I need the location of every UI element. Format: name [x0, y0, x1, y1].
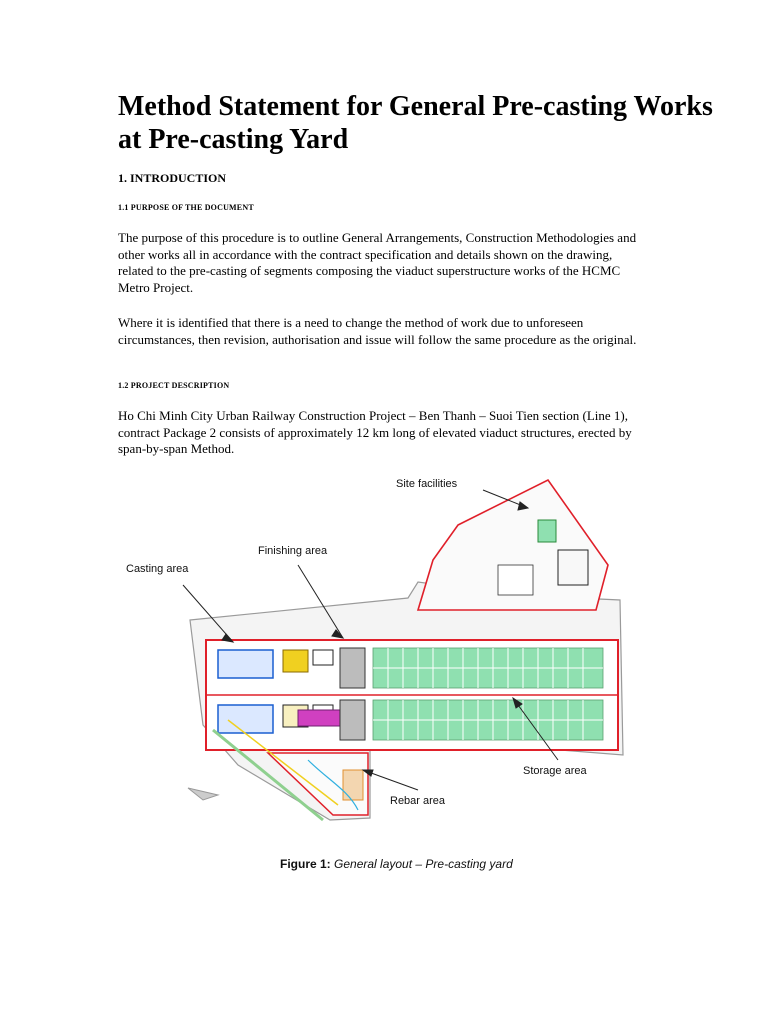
section-heading-introduction: 1. INTRODUCTION	[118, 171, 227, 185]
figure-general-layout	[118, 470, 650, 880]
figure-caption	[280, 857, 513, 871]
paragraph-purpose: The purpose of this procedure is to outline General Arrangements, Construction Methodologies and other works all in accordance with the contract specification and details shown on the drawing, related to the pre-casting of segments composing the viaduct superstructure works of the HCMC Metro Project.	[118, 230, 637, 295]
paragraph-revision: Where it is identified that there is a need to change the method of work due to unforeseen circumstances, then revision, authorisation and issue will follow the same procedure as the original.	[118, 315, 637, 347]
label-casting-area: Casting area	[126, 563, 189, 575]
label-finishing-area: Finishing area	[258, 545, 328, 557]
label-site-facilities: Site facilities	[396, 478, 458, 490]
figure-caption-number: Figure 1:	[280, 857, 331, 871]
document-title: Method Statement for General Pre-casting Works at Pre-casting Yard	[118, 91, 713, 155]
layout-drawing	[118, 470, 650, 880]
label-storage-area: Storage area	[523, 765, 587, 777]
label-rebar-area: Rebar area	[390, 795, 446, 807]
north-arrow-icon	[188, 788, 218, 800]
subsection-heading-purpose: 1.1 PURPOSE OF THE DOCUMENT	[118, 203, 254, 212]
subsection-heading-project-description: 1.2 PROJECT DESCRIPTION	[118, 381, 230, 390]
facility-block	[498, 565, 533, 595]
figure-caption-text: General layout – Pre-casting yard	[330, 857, 513, 871]
facility-building	[558, 550, 588, 585]
paragraph-project-description: Ho Chi Minh City Urban Railway Construction Project – Ben Thanh – Suoi Tien section (Line 1), contract Package 2 consists of approximately 12 km long of elevated viaduct structures, erected by span-by-span Method.	[118, 408, 632, 456]
rebar-block	[343, 770, 363, 800]
facility-green-block	[538, 520, 556, 542]
